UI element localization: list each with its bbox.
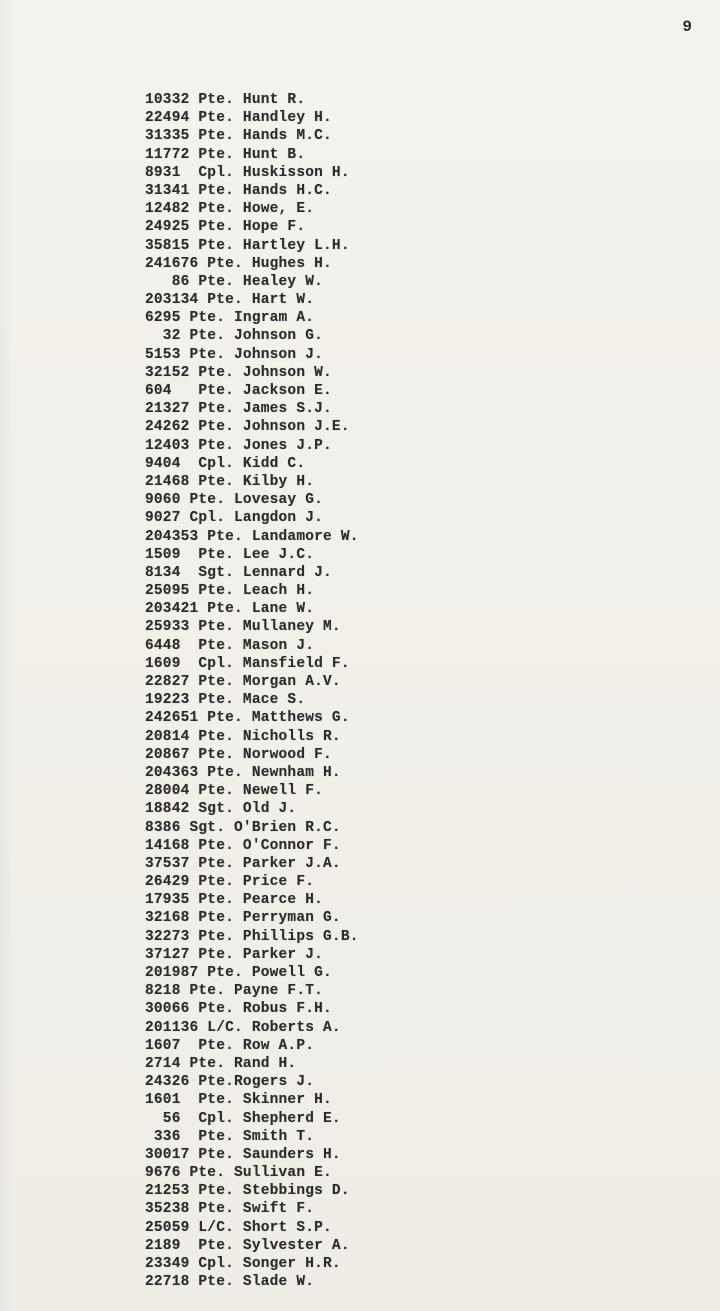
roll-entry: 12482 Pte. Howe, E. <box>145 201 315 218</box>
roll-entry: 201987 Pte. Powell G. <box>145 965 332 981</box>
roll-entry: 30017 Pte. Saunders H. <box>145 1146 341 1163</box>
roll-entry: 6448 Pte. Mason J. <box>145 637 315 654</box>
roll-entry: 2189 Pte. Sylvester A. <box>145 1237 350 1254</box>
roll-entry: 21468 Pte. Kilby H. <box>145 473 315 490</box>
roll-entry: 14168 Pte. O'Connor F. <box>145 837 341 854</box>
roll-entry: 10332 Pte. Hunt R. <box>145 92 306 108</box>
roll-entry: 20867 Pte. Norwood F. <box>145 746 332 763</box>
roll-entry: 2714 Pte. Rand H. <box>145 1055 297 1072</box>
roll-entry: 1609 Cpl. Mansfield F. <box>145 655 350 672</box>
roll-entry: 5153 Pte. Johnson J. <box>145 346 324 363</box>
roll-entry: 31335 Pte. Hands M.C. <box>145 128 332 145</box>
roll-entry: 1607 Pte. Row A.P. <box>145 1037 315 1054</box>
roll-entry: 23349 Cpl. Songer H.R. <box>145 1256 341 1272</box>
roll-entry: 32 Pte. Johnson G. <box>145 328 324 345</box>
roll-entry: 86 Pte. Healey W. <box>145 273 324 290</box>
roll-entry: 11772 Pte. Hunt B. <box>145 146 306 163</box>
roll-entry: 56 Cpl. Shepherd E. <box>145 1110 341 1127</box>
roll-entry: 203134 Pte. Hart W. <box>145 292 315 309</box>
roll-entry: 201136 L/C. Roberts A. <box>145 1019 341 1036</box>
roll-entry: 32168 Pte. Perryman G. <box>145 910 341 927</box>
roll-entry: 22827 Pte. Morgan A.V. <box>145 674 341 690</box>
roll-entry: 242651 Pte. Matthews G. <box>145 710 350 727</box>
roll-entry: 25095 Pte. Leach H. <box>145 583 315 600</box>
roll-entry: 8931 Cpl. Huskisson H. <box>145 164 350 181</box>
roll-entry: 20814 Pte. Nicholls R. <box>145 728 341 745</box>
roll-entry: 8218 Pte. Payne F.T. <box>145 983 324 1000</box>
nominal-roll-list <box>145 91 359 1291</box>
roll-entry: 30066 Pte. Robus F.H. <box>145 1001 332 1018</box>
roll-entry: 21327 Pte. James S.J. <box>145 401 332 418</box>
roll-entry: 22494 Pte. Handley H. <box>145 110 332 127</box>
roll-entry: 19223 Pte. Mace S. <box>145 692 306 709</box>
roll-entry: 32152 Pte. Johnson W. <box>145 364 332 381</box>
roll-entry: 26429 Pte. Price F. <box>145 874 315 891</box>
roll-entry: 9676 Pte. Sullivan E. <box>145 1165 332 1182</box>
roll-entry: 35238 Pte. Swift F. <box>145 1201 315 1218</box>
page-number: 9 <box>682 18 692 36</box>
roll-entry: 1509 Pte. Lee J.C. <box>145 546 315 563</box>
roll-entry: 204353 Pte. Landamore W. <box>145 528 359 545</box>
roll-entry: 9027 Cpl. Langdon J. <box>145 510 324 527</box>
roll-entry: 24262 Pte. Johnson J.E. <box>145 419 350 436</box>
roll-entry: 8386 Sgt. O'Brien R.C. <box>145 819 341 836</box>
roll-entry: 8134 Sgt. Lennard J. <box>145 564 332 581</box>
roll-entry: 37537 Pte. Parker J.A. <box>145 855 341 872</box>
roll-entry: 22718 Pte. Slade W. <box>145 1274 315 1291</box>
roll-entry: 32273 Pte. Phillips G.B. <box>145 928 359 945</box>
roll-entry: 37127 Pte. Parker J. <box>145 946 324 963</box>
roll-entry: 17935 Pte. Pearce H. <box>145 892 324 909</box>
roll-entry: 25933 Pte. Mullaney M. <box>145 619 341 636</box>
roll-entry: 204363 Pte. Newnham H. <box>145 764 341 781</box>
roll-entry: 21253 Pte. Stebbings D. <box>145 1183 350 1200</box>
roll-entry: 203421 Pte. Lane W. <box>145 601 315 618</box>
roll-entry: 35815 Pte. Hartley L.H. <box>145 237 350 254</box>
roll-entry: 28004 Pte. Newell F. <box>145 783 324 800</box>
roll-entry: 9060 Pte. Lovesay G. <box>145 492 324 509</box>
roll-entry: 1601 Pte. Skinner H. <box>145 1092 332 1109</box>
roll-entry: 336 Pte. Smith T. <box>145 1128 315 1145</box>
roll-entry: 9404 Cpl. Kidd C. <box>145 455 306 472</box>
roll-entry: 31341 Pte. Hands H.C. <box>145 182 332 199</box>
roll-entry: 241676 Pte. Hughes H. <box>145 255 332 272</box>
roll-entry: 25059 L/C. Short S.P. <box>145 1219 332 1236</box>
roll-entry: 604 Pte. Jackson E. <box>145 383 332 399</box>
roll-entry: 12403 Pte. Jones J.P. <box>145 437 332 454</box>
roll-entry: 24925 Pte. Hope F. <box>145 219 306 236</box>
roll-entry: 6295 Pte. Ingram A. <box>145 310 315 327</box>
roll-entry: 24326 Pte.Rogers J. <box>145 1074 315 1091</box>
roll-entry: 18842 Sgt. Old J. <box>145 801 297 818</box>
